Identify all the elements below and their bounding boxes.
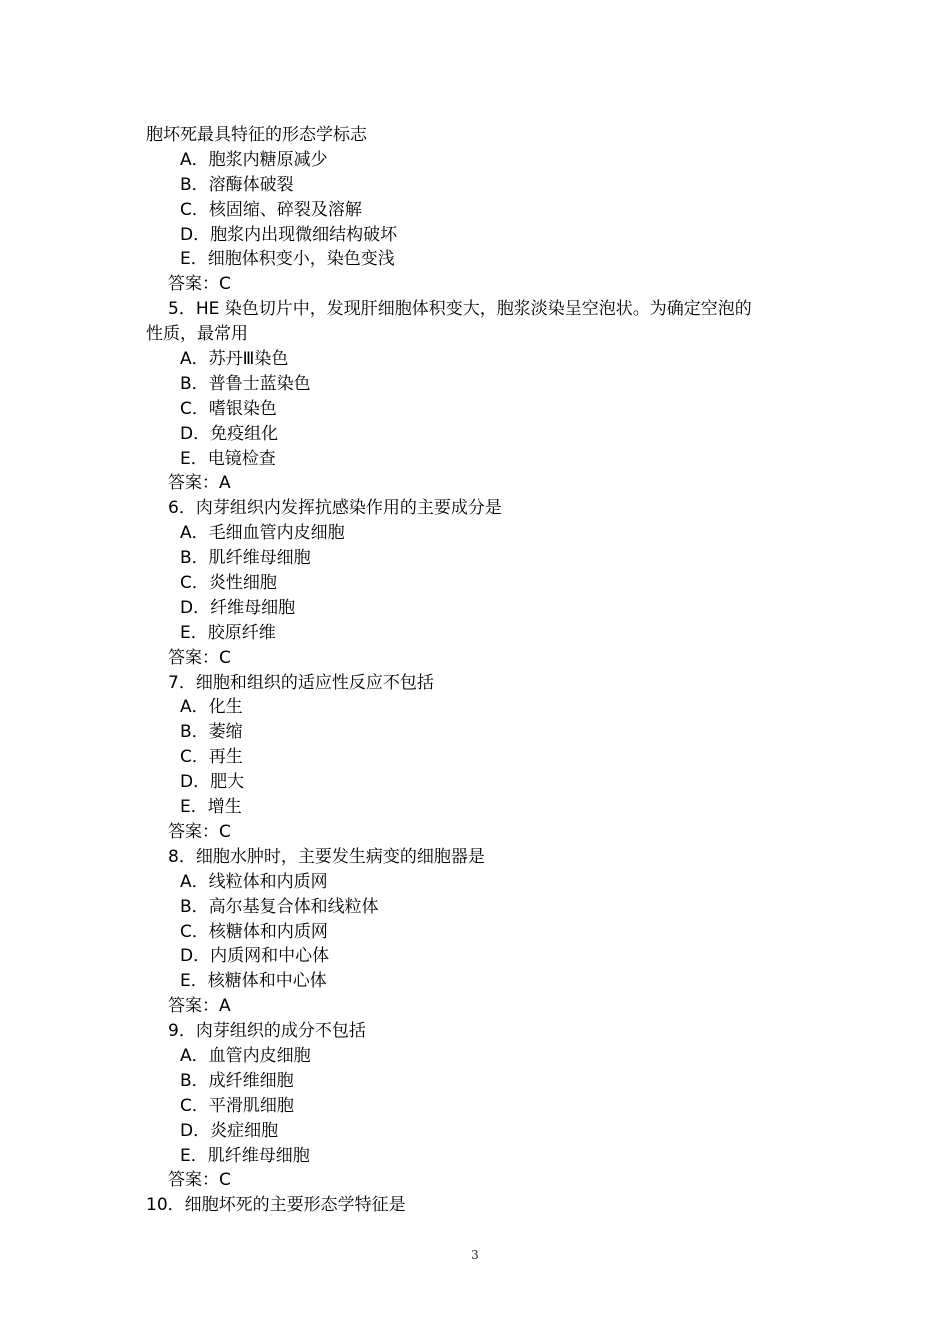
option-line: E．增生 [180,797,242,818]
option-line: D．免疫组化 [180,423,279,444]
answer-line: 答案：C [168,1170,231,1191]
option-line: E．胶原纤维 [180,622,276,643]
option-line: A．化生 [180,697,243,718]
option-line: A．毛细血管内皮细胞 [180,523,345,544]
question-continuation: 10．细胞坏死的主要形态学特征是 [146,1195,406,1216]
option-line: B．成纤维细胞 [180,1070,294,1091]
question-line: 6．肉芽组织内发挥抗感染作用的主要成分是 [168,498,502,519]
option-line: B．肌纤维母细胞 [180,548,311,569]
answer-line: 答案：C [168,274,231,295]
answer-line: 答案：A [168,996,231,1017]
option-line: D．肥大 [180,772,245,793]
question-line: 5．HE 染色切片中，发现肝细胞体积变大，胞浆淡染呈空泡状。为确定空泡的 [168,299,752,320]
option-line: E．细胞体积变小，染色变浅 [180,249,395,270]
answer-line: 答案：A [168,473,231,494]
question-continuation: 胞坏死最具特征的形态学标志 [146,125,367,145]
option-line: B．高尔基复合体和线粒体 [180,896,379,917]
question-line: 9．肉芽组织的成分不包括 [168,1021,366,1042]
question-continuation: 性质，最常用 [146,324,248,345]
option-line: C．嗜银染色 [180,398,277,419]
option-line: B．普鲁士蓝染色 [180,373,311,394]
option-line: C．炎性细胞 [180,573,277,594]
option-line: A．线粒体和内质网 [180,871,328,892]
option-line: A．血管内皮细胞 [180,1045,311,1066]
option-line: D．纤维母细胞 [180,597,296,618]
question-line: 8．细胞水肿时，主要发生病变的细胞器是 [168,846,485,867]
question-line: 7．细胞和组织的适应性反应不包括 [168,672,434,693]
option-line: E．核糖体和中心体 [180,971,327,992]
option-line: E．电镜检查 [180,448,276,469]
option-line: A．苏丹Ⅲ染色 [180,349,289,370]
option-line: B．萎缩 [180,722,243,743]
option-line: D．胞浆内出现微细结构破坏 [180,224,398,245]
option-line: C．核固缩、碎裂及溶解 [180,199,362,220]
option-line: D．炎症细胞 [180,1120,279,1141]
option-line: D．内质网和中心体 [180,946,330,967]
answer-line: 答案：C [168,821,231,842]
option-line: A．胞浆内糖原减少 [180,149,328,170]
page-number: 3 [471,1248,479,1262]
option-line: C．平滑肌细胞 [180,1095,294,1116]
option-line: C．再生 [180,747,243,768]
option-line: E．肌纤维母细胞 [180,1145,310,1166]
option-line: C．核糖体和内质网 [180,921,328,942]
answer-line: 答案：C [168,647,231,668]
option-line: B．溶酶体破裂 [180,174,294,195]
document-body [146,123,826,1218]
